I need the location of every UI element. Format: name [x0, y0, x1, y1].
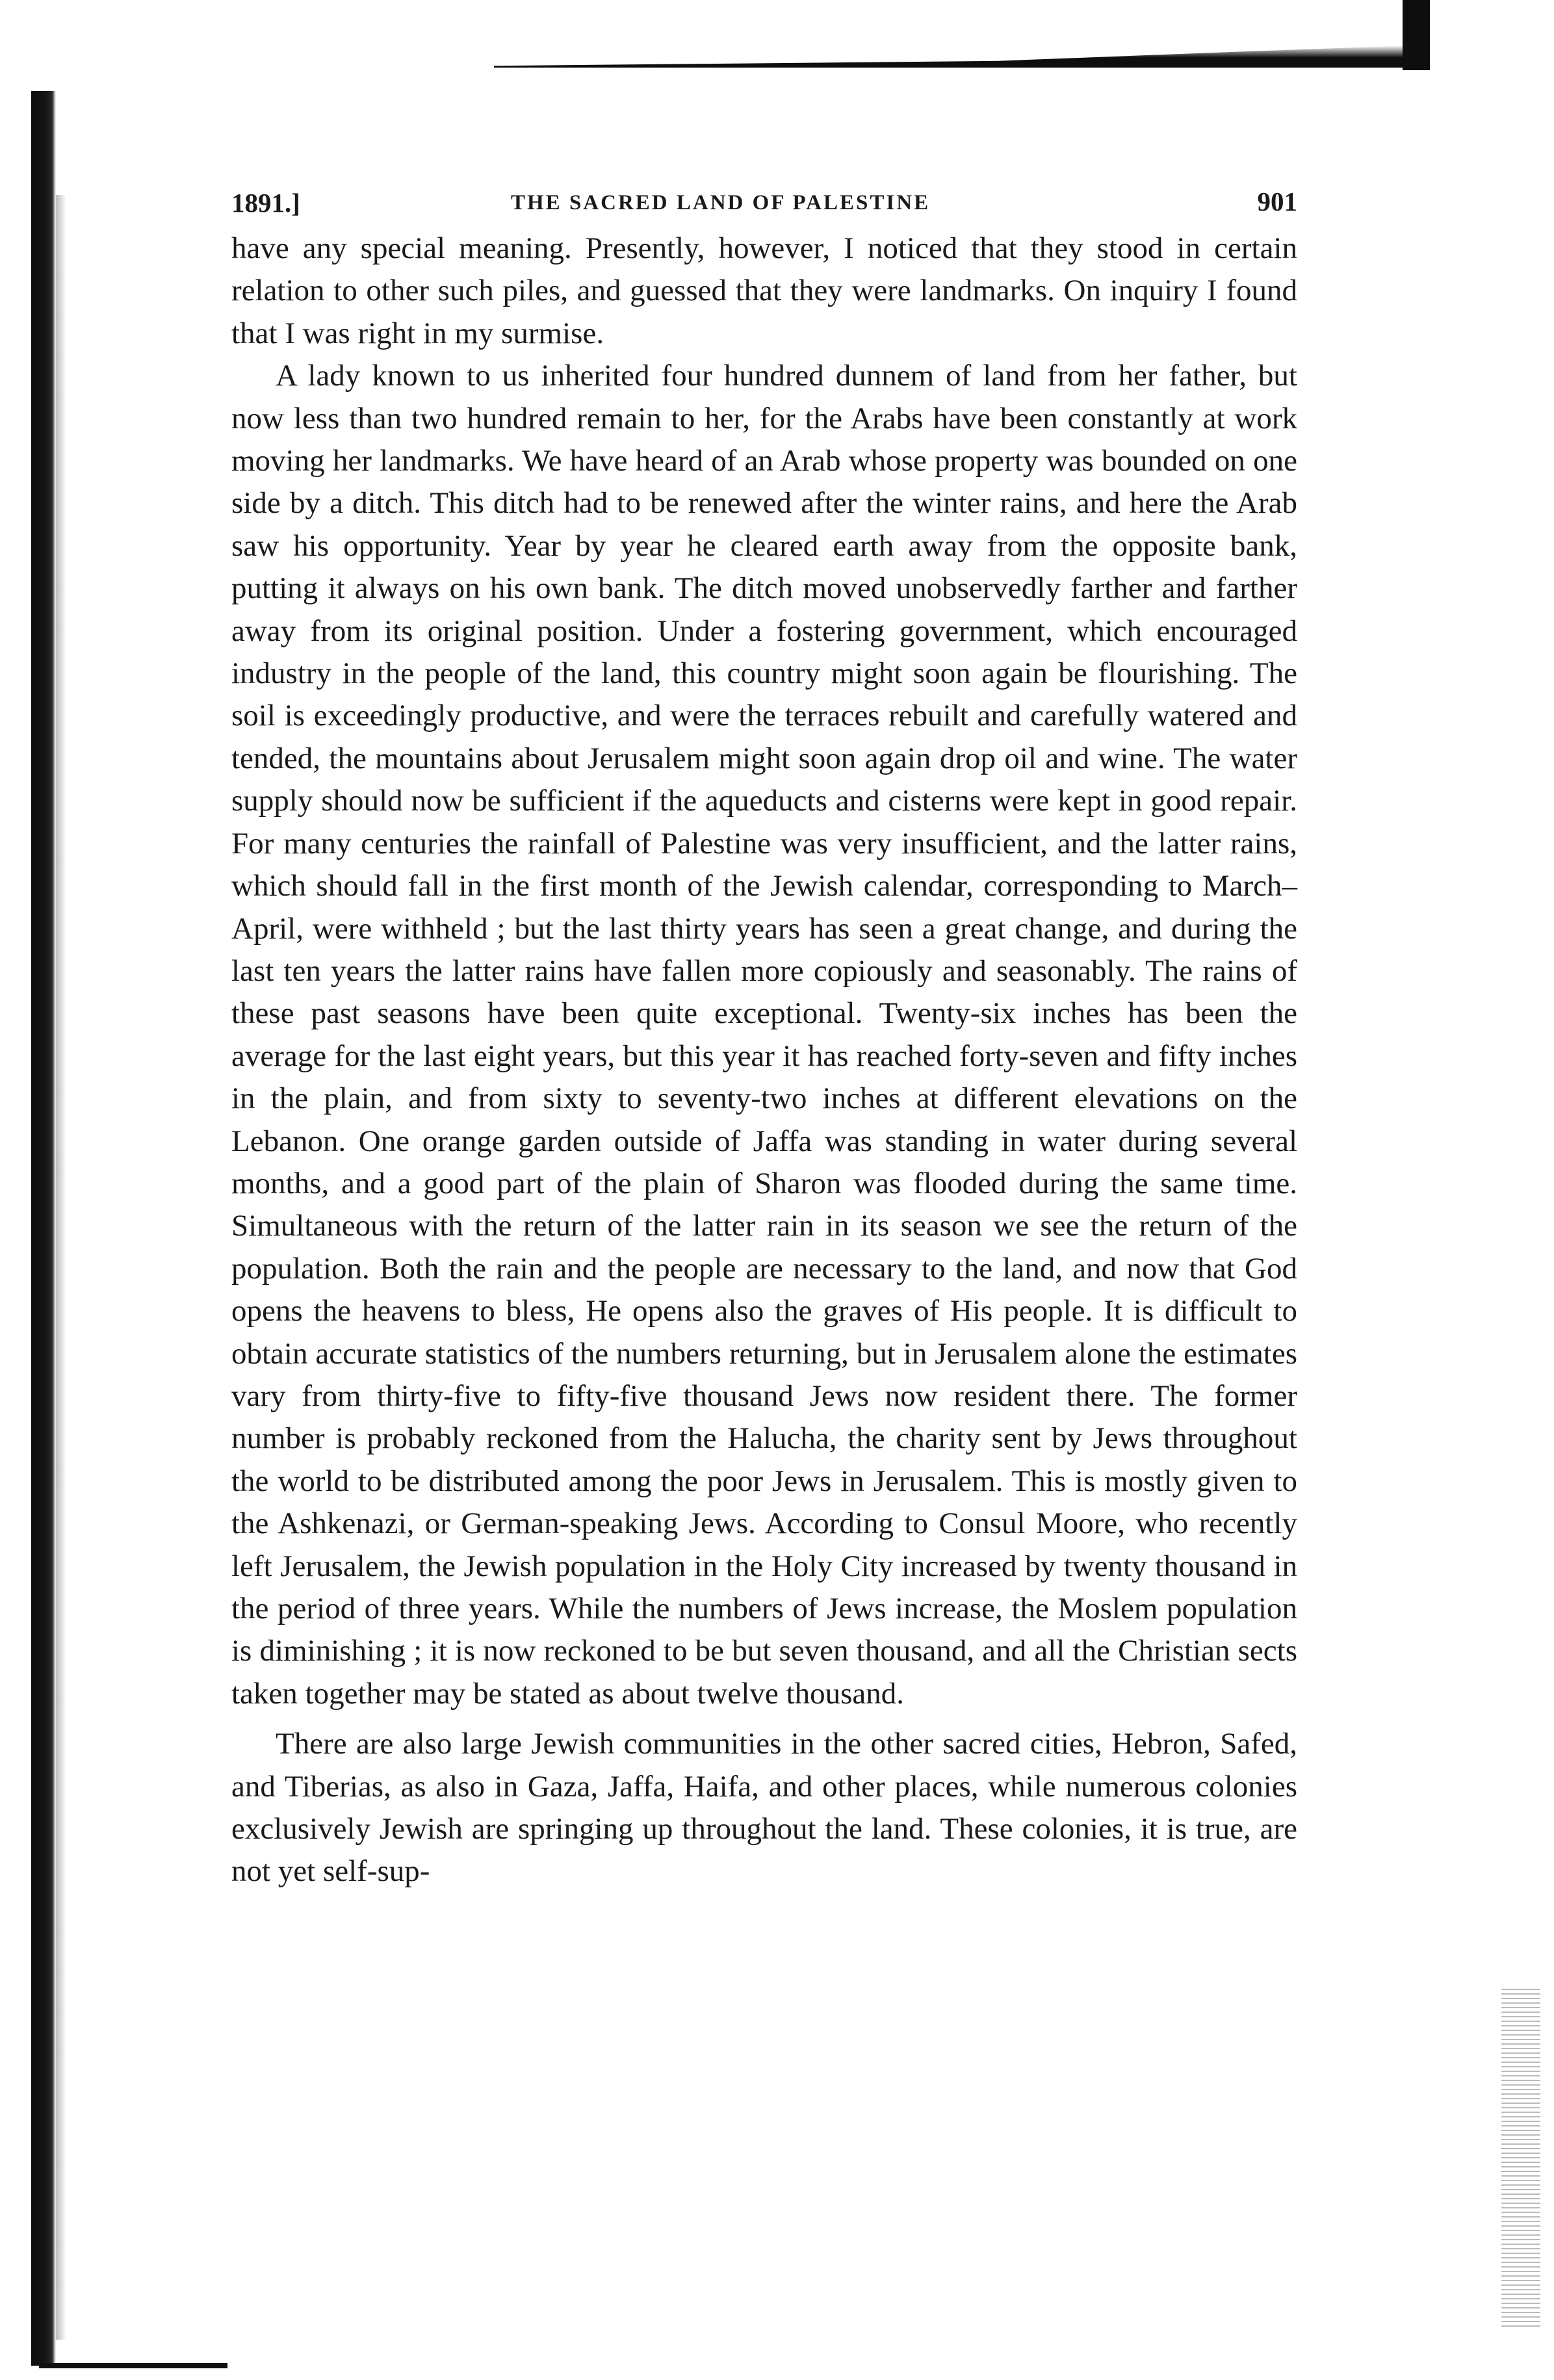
scan-border-bottom	[39, 2363, 227, 2368]
paragraph: There are also large Jewish communities in the other sacred cities, Hebron, Safed, and Tiberias, as also in Gaza, Jaffa, Haifa, and other places, while numerous colonies exclusively Jewish are springing up throughout the land. These colonies, it is true, are not yet self-sup-	[231, 1727, 1297, 1889]
scan-speckle	[1501, 1989, 1540, 2327]
running-head-year: 1891.]	[231, 188, 300, 218]
running-head-title: THE SACRED LAND OF PALESTINE	[511, 191, 931, 214]
scan-border-left	[31, 91, 56, 2366]
paragraph-continued: have any special meaning. Presently, however, I noticed that they stood in certain relation to other such piles, and guessed that they were landmarks. On inquiry I found that I was right in my surmise.	[231, 231, 1297, 350]
running-head	[231, 182, 1297, 227]
scan-border-top	[494, 45, 1410, 68]
page-number: 901	[1257, 187, 1297, 216]
paragraph: A lady known to us inherited four hundred dunnem of land from her father, but now less than two hundred remain to her, for the Arabs have been constantly at work moving her landmarks. We have heard of an Arab whose property was bounded on one side by a ditch. This ditch had to be renewed after the winter rains, and here the Arab saw his opportunity. Year by year he cleared earth away from the opposite bank, putting it always on his own bank. The ditch moved unobservedly farther and farther away from its original position. Under a fostering government, which encouraged industry in the people of the land, this country might soon again be flourishing. The soil is exceedingly productive, and were the terraces rebuilt and carefully watered and tended, the mountains about Jerusalem might soon again drop oil and wine. The water supply should now be sufficient if the aqueducts and cisterns were kept in good repair. For many centuries the rainfall of Palestine was very insufficient, and the latter rains, which should fall in the first month of the Jewish calendar, corresponding to March–April, were withheld ; but the last thirty years has seen a great change, and during the last ten years the latter rains have fallen more copiously and seasonably. The rains of these past seasons have been quite exceptional. Twenty-six inches has been the average for the last eight years, but this year it has reached forty-seven and fifty inches in the plain, and from sixty to seventy-two inches at different elevations on the Lebanon. One orange garden outside of Jaffa was standing in water during several months, and a good part of the plain of Sharon was flooded during the same time. Simultaneous with the return of the latter rain in its season we see the return of the population. Both the rain and the people are necessary to the land, and now that God opens the heavens to bless, He opens also the graves of His people. It is difficult to obtain accurate statistics of the numbers returning, but in Jerusalem alone the estimates vary from thirty-five to fifty-five thousand Jews now resident there. The former number is probably reckoned from the Halucha, the charity sent by Jews throughout the world to be distributed among the poor Jews in Jerusalem. This is mostly given to the Ashkenazi, or German-speaking Jews. According to Consul Moore, who recently left Jerusalem, the Jewish population in the Holy City increased by twenty thousand in the period of three years. While the numbers of Jews increase, the Moslem population is diminishing ; it is now reckoned to be but seven thousand, and all the Christian sects taken together may be stated as about twelve thousand.	[231, 359, 1297, 1711]
scan-gutter-shadow	[56, 195, 66, 2340]
body-text	[231, 227, 1297, 1893]
book-page	[231, 182, 1297, 1893]
